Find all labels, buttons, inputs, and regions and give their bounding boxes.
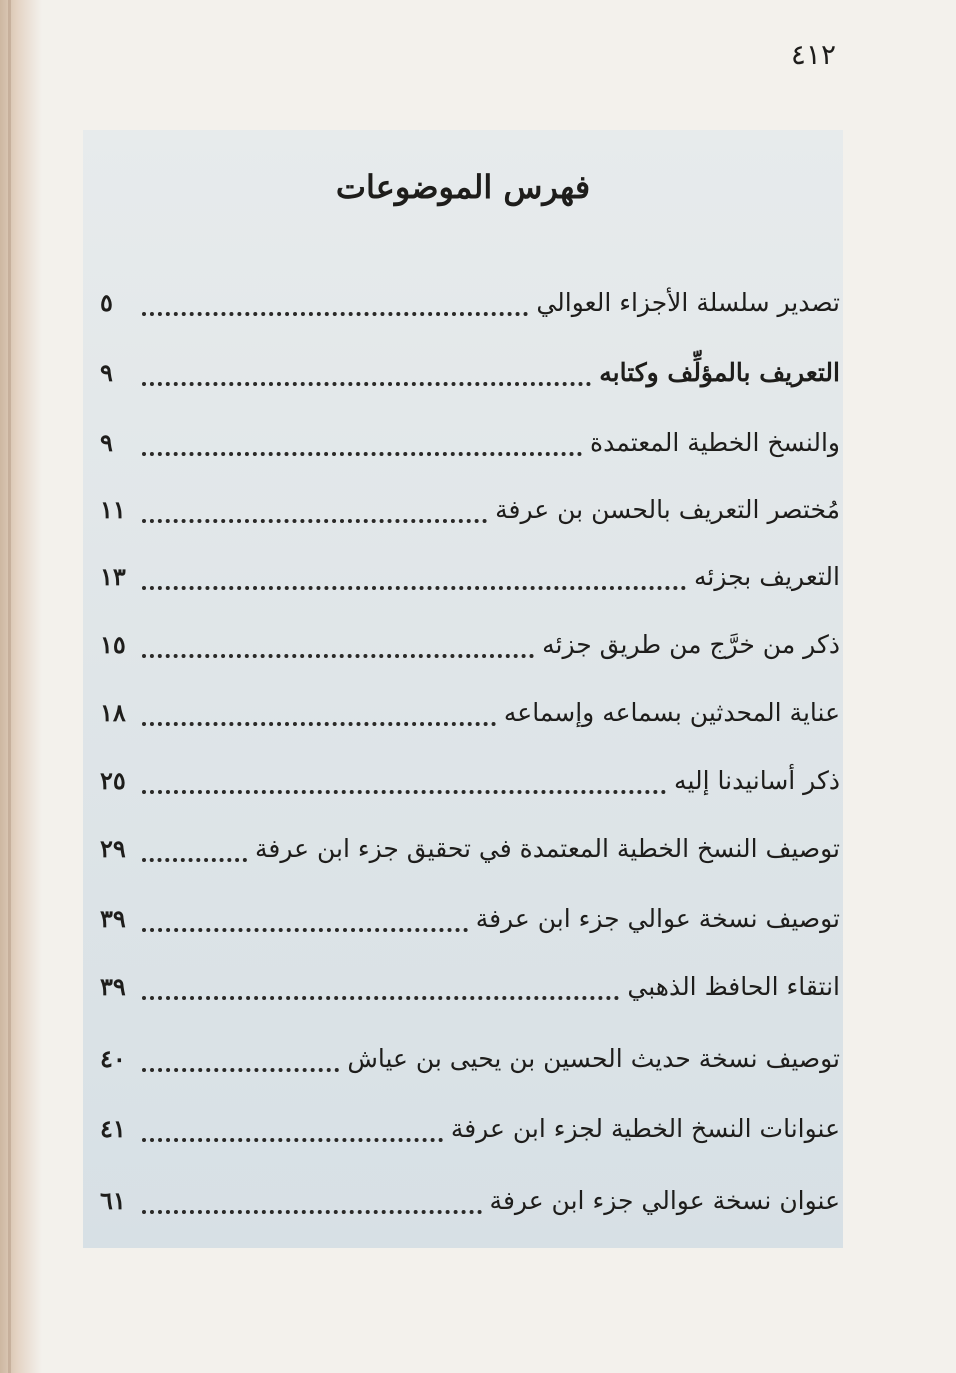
- dot-leader: [142, 928, 468, 932]
- toc-entry: [100, 552, 840, 602]
- dot-leader: [142, 654, 534, 658]
- page-number: ٤١٢: [790, 38, 836, 71]
- toc-entry-label: عنوانات النسخ الخطية لجزء ابن عرفة: [450, 1114, 840, 1143]
- toc-entry: [100, 756, 840, 806]
- toc-entry-page: ٤١: [100, 1114, 126, 1143]
- toc-entry-page: ٩: [100, 358, 113, 387]
- toc-entry-label: والنسخ الخطية المعتمدة: [590, 428, 840, 457]
- toc-entry-page: ٤٠: [100, 1044, 126, 1073]
- toc-entry-label: ذكر أسانيدنا إليه: [674, 766, 840, 795]
- toc-entry-page: ٥: [100, 288, 113, 317]
- toc-entry-page: ١٥: [100, 630, 126, 659]
- toc-entry: [100, 348, 840, 398]
- toc-entry-label: انتقاء الحافظ الذهبي: [627, 972, 840, 1001]
- dot-leader: [142, 790, 666, 794]
- toc-entry: [100, 278, 840, 328]
- toc-entry-label: توصيف النسخ الخطية المعتمدة في تحقيق جزء ابن عرفة: [254, 834, 840, 863]
- toc-entry-page: ٢٥: [100, 766, 126, 795]
- toc-entry: [100, 1176, 840, 1226]
- toc-entry-page: ١٣: [100, 562, 126, 591]
- dot-leader: [142, 996, 619, 1000]
- dot-leader: [142, 858, 247, 862]
- toc-entry: [100, 688, 840, 738]
- toc-entry: [100, 485, 840, 535]
- toc-entry: [100, 1104, 840, 1154]
- toc-entry-label: تصدير سلسلة الأجزاء العوالي: [536, 288, 840, 317]
- toc-entry-label: التعريف بالمؤلِّف وكتابه: [599, 358, 840, 387]
- dot-leader: [142, 1138, 443, 1142]
- toc-entry-page: ٢٩: [100, 834, 126, 863]
- dot-leader: [142, 312, 528, 316]
- toc-entry: [100, 1034, 840, 1084]
- toc-entry-label: مُختصر التعريف بالحسن بن عرفة: [495, 495, 840, 524]
- dot-leader: [142, 519, 487, 523]
- toc-entry-page: ٦١: [100, 1186, 126, 1215]
- toc-entry-label: ذكر من خرَّج من طريق جزئه: [542, 630, 840, 659]
- toc-entry-label: توصيف نسخة حديث الحسين بن يحيى بن عياش: [347, 1044, 840, 1073]
- toc-entry-page: ٣٩: [100, 904, 126, 933]
- toc-entry: [100, 894, 840, 944]
- toc-entry-page: ١٨: [100, 698, 126, 727]
- toc-entry: [100, 620, 840, 670]
- toc-entry-label: التعريف بجزئه: [694, 562, 840, 591]
- toc-entry-label: عنوان نسخة عوالي جزء ابن عرفة: [489, 1186, 840, 1215]
- dot-leader: [142, 1068, 339, 1072]
- toc-entry-label: عناية المحدثين بسماعه وإسماعه: [503, 698, 840, 727]
- dot-leader: [142, 1210, 482, 1214]
- toc-entry-page: ٣٩: [100, 972, 126, 1001]
- toc-entry: [100, 418, 840, 468]
- page-title: فهرس الموضوعات: [335, 168, 591, 206]
- toc-entry: [100, 962, 840, 1012]
- dot-leader: [142, 586, 686, 590]
- dot-leader: [142, 452, 582, 456]
- toc-entry-page: ٩: [100, 428, 113, 457]
- dot-leader: [142, 722, 496, 726]
- toc-entry-page: ١١: [100, 495, 126, 524]
- dot-leader: [142, 382, 591, 386]
- toc-entry-label: توصيف نسخة عوالي جزء ابن عرفة: [475, 904, 840, 933]
- toc-entry: [100, 824, 840, 874]
